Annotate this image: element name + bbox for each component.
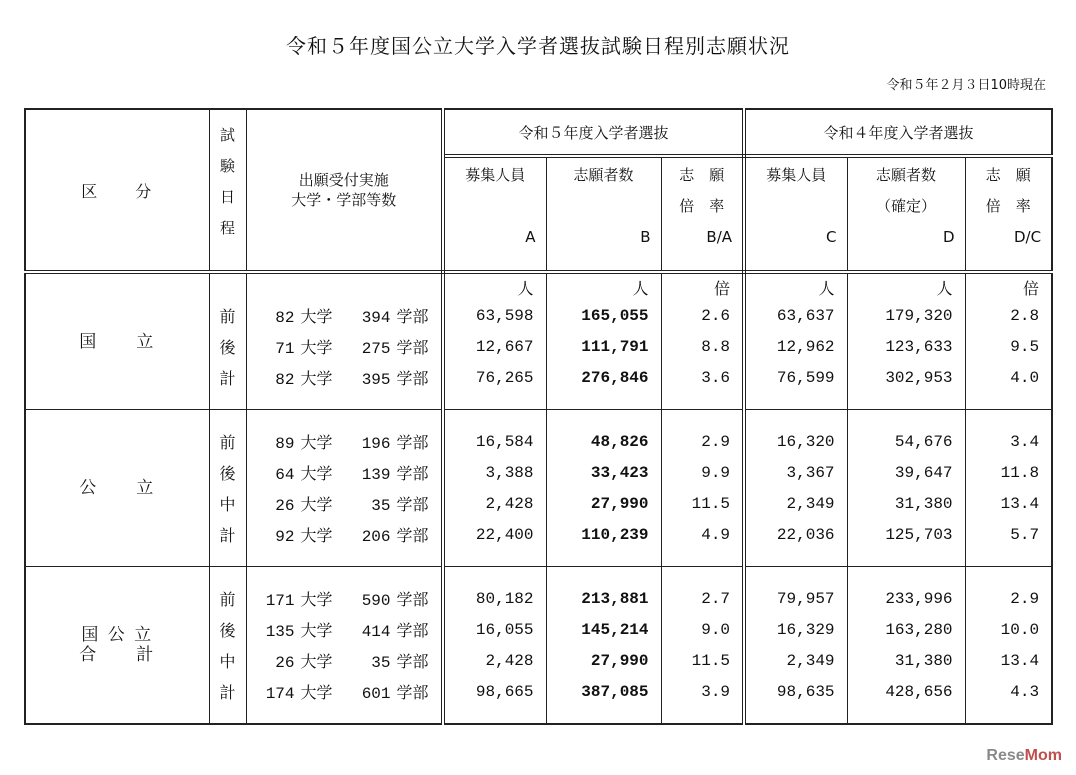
institution-count — [246, 488, 443, 519]
value-a: 16,584 — [443, 426, 546, 457]
value-b: 33,423 — [546, 457, 661, 488]
empty-cell — [443, 393, 546, 410]
exam-day: 前 — [209, 300, 246, 331]
empty-cell — [546, 393, 661, 410]
empty-cell — [209, 550, 246, 567]
unit-cell — [443, 567, 546, 584]
header-institutions — [246, 109, 443, 272]
value-dc: 13.4 — [965, 488, 1052, 519]
empty-cell — [965, 550, 1052, 567]
value-dc: 9.5 — [965, 331, 1052, 362]
empty-cell — [744, 393, 847, 410]
header-exam-day-char: 試 — [219, 126, 235, 144]
value-ba: 3.6 — [661, 362, 744, 393]
faculty-suffix: 学部 — [396, 433, 429, 452]
subheader-line — [746, 191, 847, 222]
unit-cell — [443, 410, 546, 427]
value-c: 22,036 — [744, 519, 847, 550]
resemom-watermark-logo: ReseMom — [986, 747, 1062, 764]
empty-cell — [744, 550, 847, 567]
empty-cell — [546, 707, 661, 724]
unit-cell — [661, 410, 744, 427]
value-c: 16,320 — [744, 426, 847, 457]
page-title: 令和５年度国公立大学入学者選抜試験日程別志願状況 — [286, 34, 790, 58]
exam-day: 後 — [209, 614, 246, 645]
value-ba: 11.5 — [661, 488, 744, 519]
institution-count — [246, 331, 443, 362]
value-d: 163,280 — [847, 614, 965, 645]
section-label-line: 公 立 — [79, 478, 156, 498]
exam-day: 計 — [209, 519, 246, 550]
empty-cell — [744, 707, 847, 724]
faculty-suffix: 学部 — [396, 338, 429, 357]
value-a: 2,428 — [443, 488, 546, 519]
faculty-count: 206 — [361, 528, 391, 546]
subheader-line: B/A — [706, 228, 733, 246]
subheader-line: 志願者数 — [876, 166, 937, 184]
empty-cell — [209, 567, 246, 584]
exam-day: 中 — [209, 645, 246, 676]
faculty-count: 601 — [361, 685, 391, 703]
empty-cell — [209, 707, 246, 724]
value-a: 76,265 — [443, 362, 546, 393]
value-d: 123,633 — [847, 331, 965, 362]
faculty-suffix: 学部 — [396, 495, 429, 514]
empty-cell — [546, 550, 661, 567]
value-c: 16,329 — [744, 614, 847, 645]
university-count: 26 — [275, 654, 295, 672]
unit-cell: 倍 — [661, 272, 744, 300]
value-dc: 11.8 — [965, 457, 1052, 488]
unit-cell — [847, 410, 965, 427]
faculty-count: 590 — [361, 592, 391, 610]
value-a: 12,667 — [443, 331, 546, 362]
value-a: 2,428 — [443, 645, 546, 676]
value-d: 302,953 — [847, 362, 965, 393]
value-c: 79,957 — [744, 583, 847, 614]
faculty-suffix: 学部 — [396, 464, 429, 483]
unit-cell — [661, 567, 744, 584]
university-count: 64 — [275, 466, 295, 484]
unit-cell: 人 — [546, 272, 661, 300]
subheader-line — [547, 191, 661, 222]
value-a: 98,665 — [443, 676, 546, 707]
empty-cell — [661, 393, 744, 410]
faculty-suffix: 学部 — [396, 590, 429, 609]
subheader-line: B — [640, 228, 651, 246]
university-suffix: 大学 — [300, 621, 333, 640]
value-a: 16,055 — [443, 614, 546, 645]
subheader-line: D — [942, 228, 955, 246]
header-row — [25, 109, 1052, 156]
faculty-count: 35 — [371, 654, 391, 672]
subheader-line: （確定） — [876, 197, 937, 215]
section-label — [25, 567, 209, 725]
empty-cell — [965, 393, 1052, 410]
section-spacer — [25, 567, 1052, 584]
university-suffix: 大学 — [300, 495, 333, 514]
value-c: 98,635 — [744, 676, 847, 707]
value-d: 179,320 — [847, 300, 965, 331]
unit-row — [25, 272, 1052, 300]
value-d: 428,656 — [847, 676, 965, 707]
value-dc: 3.4 — [965, 426, 1052, 457]
empty-cell — [965, 707, 1052, 724]
value-b: 111,791 — [546, 331, 661, 362]
subheader-line: 志願者数 — [573, 166, 634, 184]
university-suffix: 大学 — [300, 338, 333, 357]
university-suffix: 大学 — [300, 464, 333, 483]
value-b: 48,826 — [546, 426, 661, 457]
university-suffix: 大学 — [300, 652, 333, 671]
value-dc: 13.4 — [965, 645, 1052, 676]
subheader-r5-cols-1 — [546, 156, 661, 272]
unit-cell: 人 — [443, 272, 546, 300]
value-b: 27,990 — [546, 488, 661, 519]
empty-cell — [246, 393, 443, 410]
university-count: 82 — [275, 309, 295, 327]
university-suffix: 大学 — [300, 683, 333, 702]
empty-cell — [847, 550, 965, 567]
university-count: 135 — [265, 623, 295, 641]
empty-cell — [847, 393, 965, 410]
exam-day: 前 — [209, 583, 246, 614]
faculty-suffix: 学部 — [396, 652, 429, 671]
value-dc: 5.7 — [965, 519, 1052, 550]
value-dc: 4.0 — [965, 362, 1052, 393]
faculty-count: 275 — [361, 340, 391, 358]
university-count: 89 — [275, 435, 295, 453]
value-dc: 10.0 — [965, 614, 1052, 645]
value-c: 76,599 — [744, 362, 847, 393]
value-dc: 4.3 — [965, 676, 1052, 707]
institution-count — [246, 457, 443, 488]
empty-cell — [661, 550, 744, 567]
faculty-count: 394 — [361, 309, 391, 327]
value-ba: 8.8 — [661, 331, 744, 362]
value-b: 213,881 — [546, 583, 661, 614]
subheader-r5-cols-2 — [661, 156, 744, 272]
university-suffix: 大学 — [300, 526, 333, 545]
subheader-line: 倍 率 — [985, 197, 1031, 215]
value-a: 3,388 — [443, 457, 546, 488]
subheader-r4-cols-1 — [847, 156, 965, 272]
value-ba: 2.7 — [661, 583, 744, 614]
university-suffix: 大学 — [300, 433, 333, 452]
faculty-count: 196 — [361, 435, 391, 453]
faculty-count: 35 — [371, 497, 391, 515]
exam-day: 計 — [209, 362, 246, 393]
value-d: 125,703 — [847, 519, 965, 550]
header-exam-day-char: 験 — [219, 157, 235, 175]
value-c: 2,349 — [744, 488, 847, 519]
section-label — [25, 410, 209, 567]
university-count: 92 — [275, 528, 295, 546]
unit-cell — [847, 567, 965, 584]
section-label-line: 合 計 — [79, 645, 156, 665]
header-exam-day-char: 日 — [219, 188, 235, 206]
university-count: 171 — [265, 592, 295, 610]
exam-day: 前 — [209, 426, 246, 457]
exam-day: 後 — [209, 331, 246, 362]
value-dc: 2.9 — [965, 583, 1052, 614]
value-b: 145,214 — [546, 614, 661, 645]
faculty-suffix: 学部 — [396, 526, 429, 545]
institution-count — [246, 362, 443, 393]
faculty-suffix: 学部 — [396, 683, 429, 702]
empty-cell — [246, 272, 443, 300]
subheader-line: 募集人員 — [766, 166, 827, 184]
empty-cell — [246, 410, 443, 427]
header-exam-day — [209, 109, 246, 272]
subheader-line: 志 願 — [985, 166, 1031, 184]
value-d: 39,647 — [847, 457, 965, 488]
value-b: 110,239 — [546, 519, 661, 550]
subheader-line — [445, 191, 546, 222]
empty-cell — [246, 550, 443, 567]
university-suffix: 大学 — [300, 590, 333, 609]
institution-count — [246, 614, 443, 645]
institution-count — [246, 645, 443, 676]
section-label-line: 国 立 — [79, 331, 156, 352]
empty-cell — [209, 393, 246, 410]
unit-cell: 倍 — [965, 272, 1052, 300]
subheader-line: C — [826, 228, 837, 246]
unit-cell: 人 — [847, 272, 965, 300]
value-ba: 2.9 — [661, 426, 744, 457]
value-ba: 4.9 — [661, 519, 744, 550]
institution-count — [246, 300, 443, 331]
value-d: 233,996 — [847, 583, 965, 614]
application-status-table — [24, 108, 1053, 725]
subheader-line: D/C — [1013, 228, 1042, 246]
value-b: 276,846 — [546, 362, 661, 393]
subheader-line: 倍 率 — [679, 197, 725, 215]
unit-cell — [546, 410, 661, 427]
header-institutions-line: 大学・学部等数 — [291, 191, 397, 209]
subheader-r4-cols-0 — [744, 156, 847, 272]
value-ba: 3.9 — [661, 676, 744, 707]
value-d: 31,380 — [847, 488, 965, 519]
value-b: 387,085 — [546, 676, 661, 707]
subheader-line: A — [525, 228, 536, 246]
faculty-suffix: 学部 — [396, 369, 429, 388]
exam-day: 後 — [209, 457, 246, 488]
header-institutions-line: 出願受付実施 — [298, 171, 389, 189]
value-a: 63,598 — [443, 300, 546, 331]
unit-cell — [546, 567, 661, 584]
unit-cell: 人 — [744, 272, 847, 300]
section-spacer — [25, 410, 1052, 427]
value-ba: 9.0 — [661, 614, 744, 645]
unit-cell — [965, 410, 1052, 427]
institution-count — [246, 426, 443, 457]
unit-cell — [744, 410, 847, 427]
university-count: 174 — [265, 685, 295, 703]
section-label-line: 国 公 立 — [81, 625, 154, 645]
value-c: 63,637 — [744, 300, 847, 331]
institution-count — [246, 519, 443, 550]
exam-day: 中 — [209, 488, 246, 519]
header-r5-group: 令和５年度入学者選抜 — [443, 109, 744, 156]
university-count: 26 — [275, 497, 295, 515]
value-ba: 9.9 — [661, 457, 744, 488]
empty-cell — [209, 272, 246, 300]
empty-cell — [661, 707, 744, 724]
university-count: 82 — [275, 371, 295, 389]
faculty-suffix: 学部 — [396, 307, 429, 326]
value-ba: 11.5 — [661, 645, 744, 676]
header-exam-day-char: 程 — [219, 219, 235, 237]
faculty-count: 414 — [361, 623, 391, 641]
institution-count — [246, 676, 443, 707]
faculty-count: 395 — [361, 371, 391, 389]
university-suffix: 大学 — [300, 369, 333, 388]
unit-cell — [965, 567, 1052, 584]
subheader-line: 募集人員 — [465, 166, 526, 184]
value-c: 12,962 — [744, 331, 847, 362]
institution-count — [246, 583, 443, 614]
unit-cell — [744, 567, 847, 584]
subheader-r5-cols-0 — [443, 156, 546, 272]
value-ba: 2.6 — [661, 300, 744, 331]
value-c: 3,367 — [744, 457, 847, 488]
exam-day: 計 — [209, 676, 246, 707]
empty-cell — [209, 410, 246, 427]
value-d: 31,380 — [847, 645, 965, 676]
university-count: 71 — [275, 340, 295, 358]
value-c: 2,349 — [744, 645, 847, 676]
faculty-suffix: 学部 — [396, 621, 429, 640]
subheader-r4-cols-2 — [965, 156, 1052, 272]
university-suffix: 大学 — [300, 307, 333, 326]
value-dc: 2.8 — [965, 300, 1052, 331]
empty-cell — [246, 707, 443, 724]
empty-cell — [246, 567, 443, 584]
header-r4-group: 令和４年度入学者選抜 — [744, 109, 1052, 156]
value-b: 165,055 — [546, 300, 661, 331]
empty-cell — [443, 707, 546, 724]
value-b: 27,990 — [546, 645, 661, 676]
empty-cell — [847, 707, 965, 724]
as-of-date: 令和５年２月３日10時現在 — [886, 78, 1046, 93]
value-a: 80,182 — [443, 583, 546, 614]
value-d: 54,676 — [847, 426, 965, 457]
empty-cell — [443, 550, 546, 567]
value-a: 22,400 — [443, 519, 546, 550]
subheader-line: 志 願 — [679, 166, 725, 184]
faculty-count: 139 — [361, 466, 391, 484]
section-label — [25, 272, 209, 410]
header-category: 区 分 — [25, 109, 209, 272]
